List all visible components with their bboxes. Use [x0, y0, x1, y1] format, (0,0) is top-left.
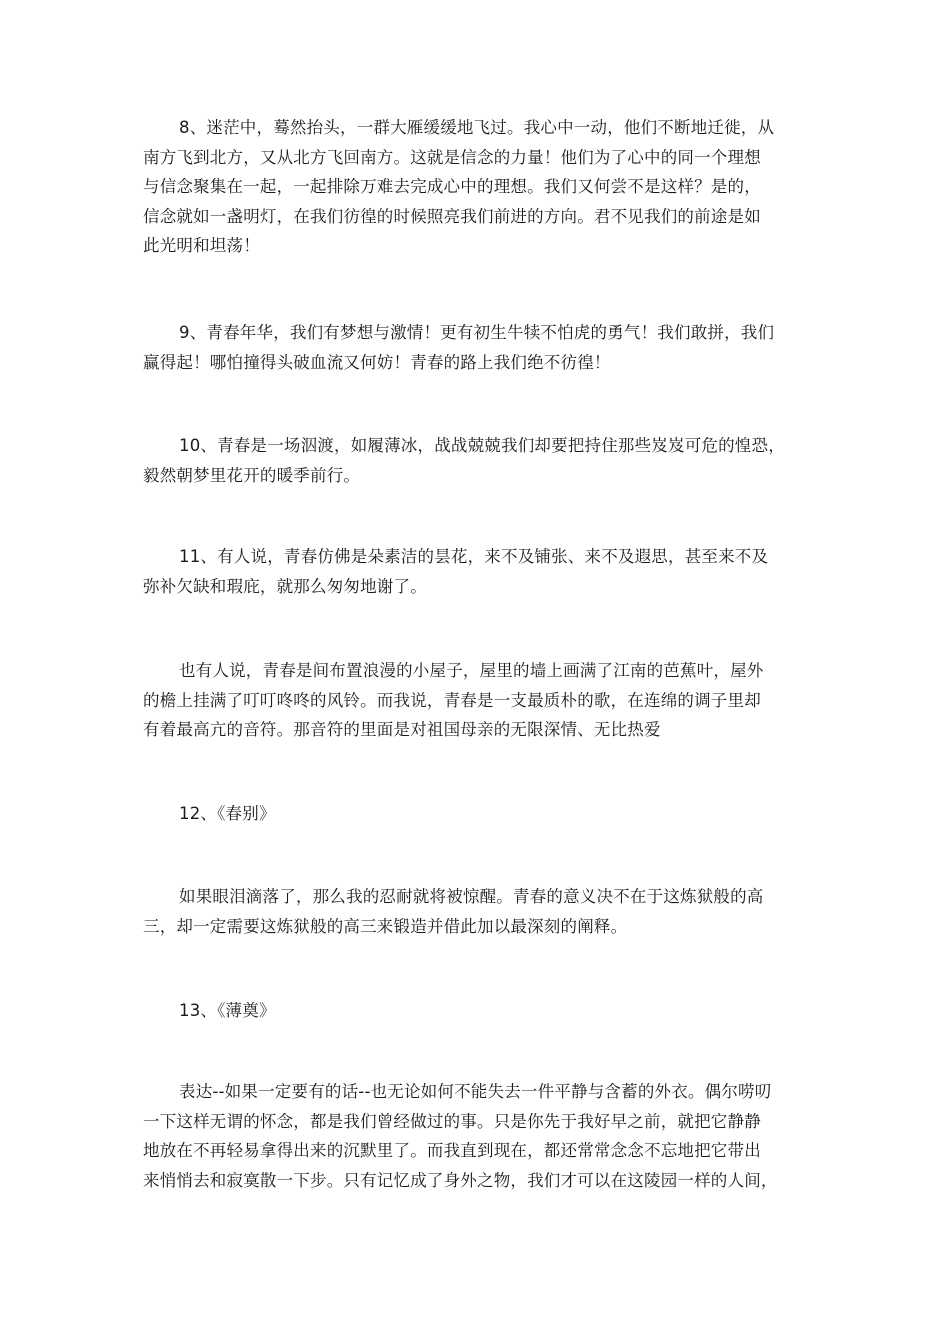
text-line: 此光明和坦荡！: [143, 236, 260, 255]
text-line: 10、青春是一场泅渡，如履薄冰，战战兢兢我们却要把持住那些岌岌可危的惶恐，: [179, 436, 785, 455]
paragraph-13: [143, 1077, 778, 1195]
text-line: 9、青春年华，我们有梦想与激情！更有初生牛犊不怕虎的勇气！我们敢拼，我们: [179, 323, 775, 342]
paragraph-9: [143, 318, 774, 377]
paragraph-11: [143, 542, 768, 601]
paragraph-8: [143, 113, 774, 261]
text-line: 有着最高亢的音符。那音符的里面是对祖国母亲的无限深情、无比热爱: [143, 720, 661, 739]
text-line: 表达--如果一定要有的话--也无论如何不能失去一件平静与含蓄的外衣。偶尔唠叨: [179, 1082, 772, 1101]
paragraph-11-continued: [143, 656, 764, 745]
text-line: 三，却一定需要这炼狱般的高三来锻造并借此加以最深刻的阐释。: [143, 916, 628, 936]
text-line: 赢得起！哪怕撞得头破血流又何妨！青春的路上我们绝不彷徨！: [143, 352, 611, 372]
text-line: 一下这样无谓的怀念，都是我们曾经做过的事。只是你先于我好早之前，就把它静静: [143, 1111, 761, 1131]
section-13-title: [143, 996, 276, 1026]
text-line: 如果眼泪滴落了，那么我的忍耐就将被惊醒。青春的意义决不在于这炼狱般的高: [179, 887, 764, 906]
text-line: 南方飞到北方，又从北方飞回南方。这就是信念的力量！他们为了心中的同一个理想: [143, 147, 761, 167]
text-line: 信念就如一盏明灯，在我们彷徨的时候照亮我们前进的方向。君不见我们的前途是如: [143, 206, 761, 226]
section-heading: 12、《春别》: [179, 804, 276, 823]
section-12-title: [143, 799, 276, 829]
section-heading: 13、《薄奠》: [179, 1001, 276, 1020]
paragraph-12: [143, 882, 764, 941]
text-line: 也有人说，青春是间布置浪漫的小屋子，屋里的墙上画满了江南的芭蕉叶，屋外: [179, 661, 764, 680]
paragraph-10: [143, 431, 785, 490]
text-line: 与信念聚集在一起，一起排除万难去完成心中的理想。我们又何尝不是这样？是的，: [143, 177, 761, 196]
text-line: 来悄悄去和寂寞散一下步。只有记忆成了身外之物，我们才可以在这陵园一样的人间，: [143, 1170, 778, 1190]
text-line: 弥补欠缺和瑕庇，就那么匆匆地谢了。: [143, 576, 427, 596]
text-line: 11、有人说，青春仿佛是朵素洁的昙花，来不及铺张、来不及遐思，甚至来不及: [179, 547, 769, 566]
text-line: 毅然朝梦里花开的暖季前行。: [143, 465, 361, 485]
text-line: 地放在不再轻易拿得出来的沉默里了。而我直到现在，都还常常念念不忘地把它带出: [143, 1141, 761, 1160]
text-line: 8、迷茫中，蓦然抬头，一群大雁缓缓地飞过。我心中一动，他们不断地迁徙，从: [179, 118, 775, 137]
text-line: 的檐上挂满了叮叮咚咚的风铃。而我说，青春是一支最质朴的歌，在连绵的调子里却: [143, 690, 761, 710]
